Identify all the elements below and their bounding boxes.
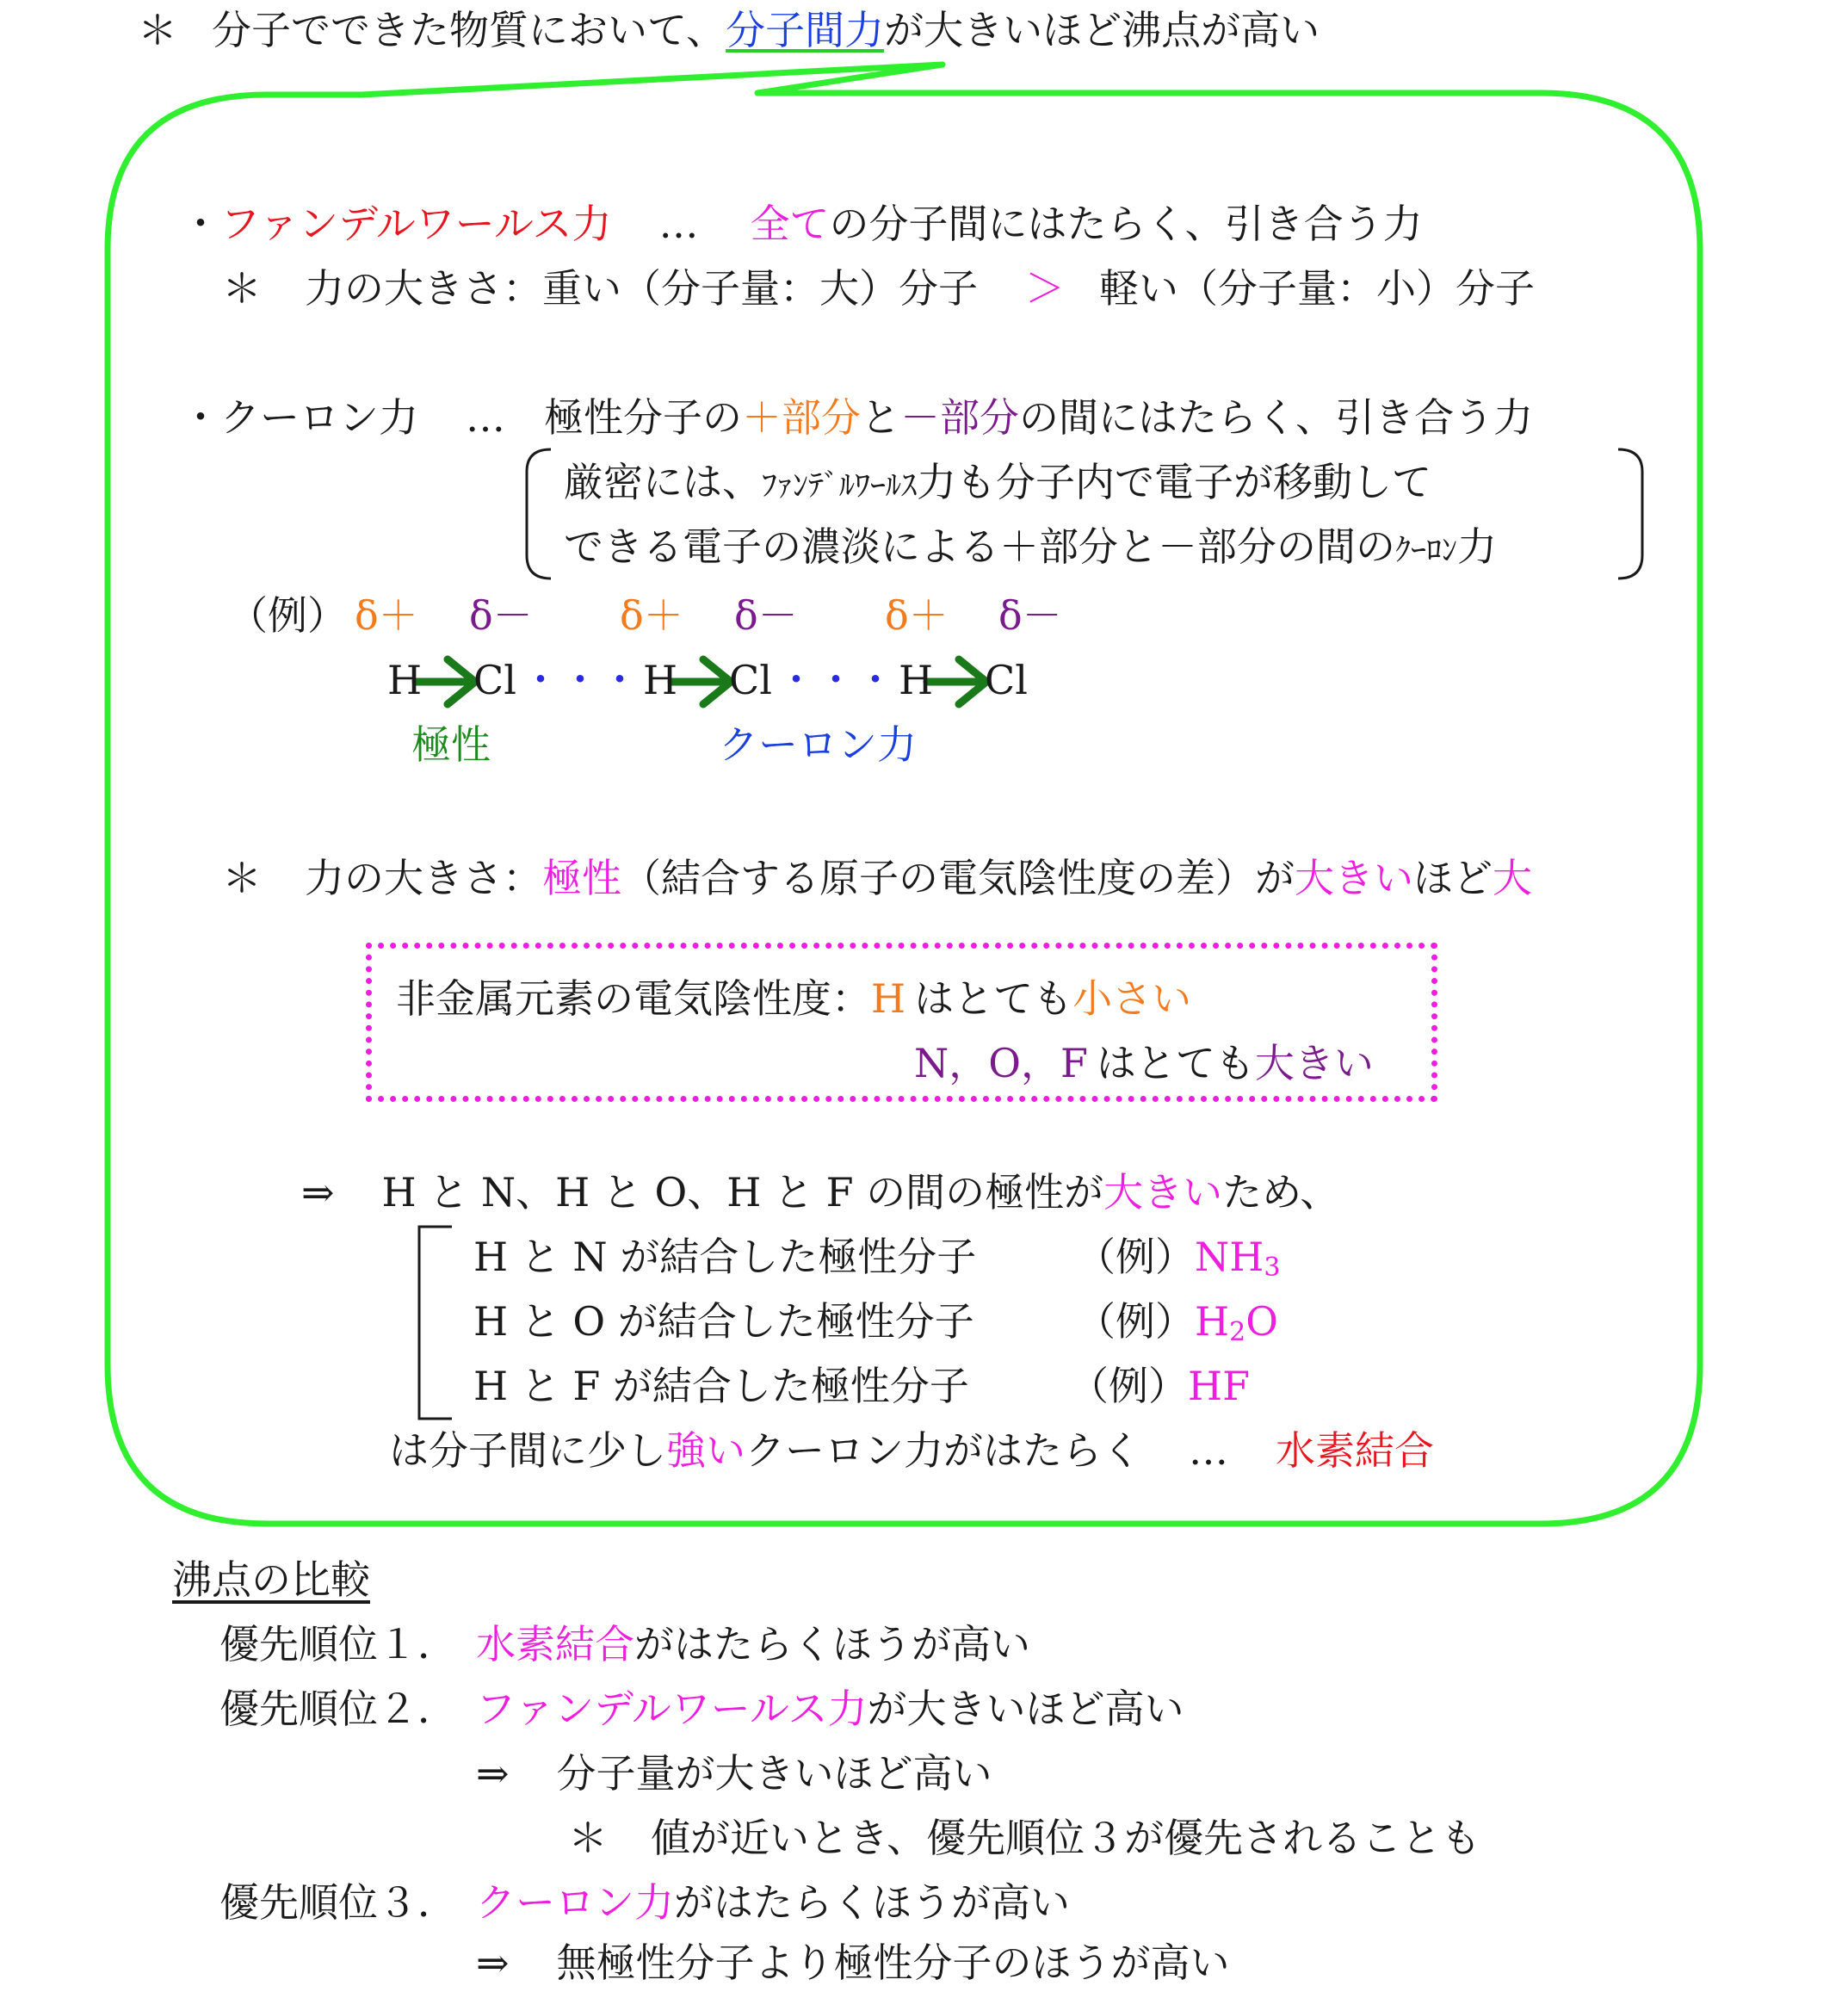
priority-1: 優先順位１． 水素結合がはたらくほうが高い <box>219 1621 1030 1667</box>
hbond-lead: ⇒ H と N、H と O、H と F の間の極性が大きいため、 <box>301 1169 1340 1216</box>
priority-2-note: ＊ 値が近いとき、優先順位３が優先されることも <box>568 1815 1481 1861</box>
note-left-paren <box>527 449 551 578</box>
coulomb-note-line2: できる電子の濃淡による＋部分と－部分の間のｸｰﾛﾝ力 <box>564 523 1497 570</box>
example-label: （例） <box>228 592 347 639</box>
coulomb-definition: ・クーロン力 … 極性分子の＋部分と－部分の間にはたらく、引き合う力 <box>181 394 1534 441</box>
note-right-paren <box>1618 449 1642 578</box>
priority-3: 優先順位３． クーロン力がはたらくほうが高い <box>219 1879 1070 1926</box>
hbond-conclusion: は分子間に少し強いクーロン力がはたらく … 水素結合 <box>389 1427 1434 1474</box>
coulomb-label: クーロン力 <box>719 721 917 768</box>
delta-plus-1: δ＋ <box>355 592 418 639</box>
hbond-row-3: H と F が結合した極性分子 （例）HF <box>473 1363 1251 1409</box>
delta-plus-3: δ＋ <box>885 592 949 639</box>
comparison-title: 沸点の比較 <box>172 1556 370 1603</box>
polarity-arrow-3 <box>927 659 986 704</box>
atom-Cl-1: Cl <box>473 657 516 703</box>
header-line: ＊ 分子でできた物質において、分子間力が大きいほど沸点が高い <box>138 7 1320 53</box>
atom-Cl-3: Cl <box>985 657 1028 703</box>
hydrogen-bond-term: 水素結合 <box>1276 1427 1434 1474</box>
header-star: ＊ <box>138 7 177 53</box>
atom-H-1: H <box>387 657 423 703</box>
coulomb-note-line1: 厳密には、ﾌｧﾝﾃﾞﾙﾜｰﾙｽ力も分子内で電子が移動して <box>564 459 1431 505</box>
coulomb-dots-2: ・・・ <box>776 657 895 703</box>
delta-minus-2: δ－ <box>734 592 798 639</box>
hbond-row-1: H と N が結合した極性分子 （例）$NH_3$ <box>473 1234 1281 1283</box>
delta-minus-3: δ－ <box>998 592 1062 639</box>
coulomb-dots-1: ・・・ <box>521 657 640 703</box>
atom-H-3: H <box>899 657 934 703</box>
polarity-arrow-1 <box>416 659 475 704</box>
hbond-row-2: H と O が結合した極性分子 （例）$H_2O$ <box>473 1298 1278 1347</box>
polarity-arrow-2 <box>671 659 731 704</box>
delta-minus-1: δ－ <box>469 592 533 639</box>
priority-2-sub: ⇒ 分子量が大きいほど高い <box>476 1750 992 1797</box>
intermolecular-force-term: 分子間力 <box>726 7 885 53</box>
vdw-term: ファンデルワールス力 <box>220 201 612 247</box>
hbond-bracket <box>419 1227 452 1419</box>
vdw-size-rule: ＊ 力の大きさ：重い（分子量：大）分子 ＞ 軽い（分子量：小）分子 <box>222 265 1535 312</box>
atom-Cl-2: Cl <box>729 657 772 703</box>
atom-H-2: H <box>643 657 678 703</box>
priority-2: 優先順位２． ファンデルワールス力が大きいほど高い <box>219 1686 1184 1732</box>
electronegativity-line1: 非金属元素の電気陰性度：H はとても小さい <box>396 975 1192 1022</box>
priority-3-sub: ⇒ 無極性分子より極性分子のほうが高い <box>476 1939 1230 1986</box>
coulomb-term: クーロン力 <box>220 394 418 441</box>
delta-plus-2: δ＋ <box>620 592 683 639</box>
vdw-definition: ・ファンデルワールス力 … 全ての分子間にはたらく、引き合う力 <box>181 201 1423 247</box>
electronegativity-line2: N，O，F はとても大きい <box>914 1040 1374 1086</box>
coulomb-size-rule: ＊ 力の大きさ：極性（結合する原子の電気陰性度の差）が大きいほど大 <box>222 855 1532 901</box>
polar-label: 極性 <box>411 721 491 768</box>
